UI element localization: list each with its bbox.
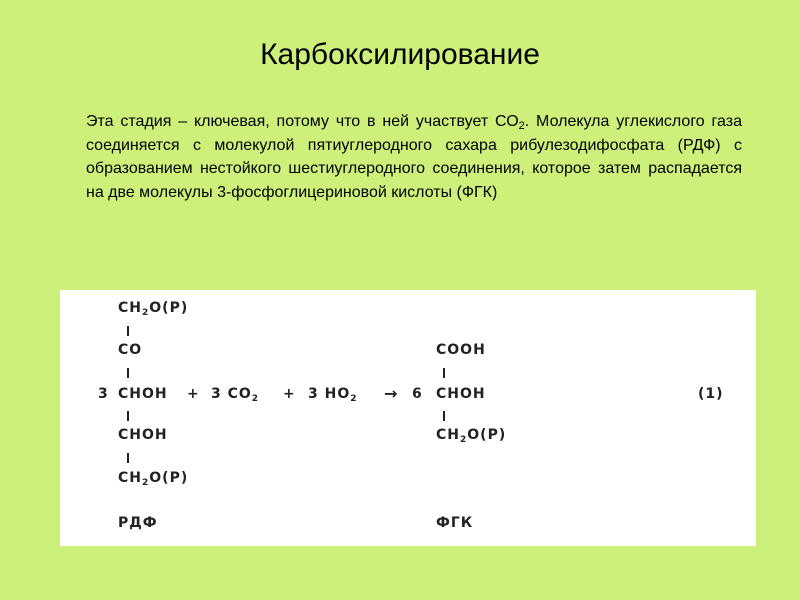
- reaction-scheme: [60, 290, 756, 546]
- paragraph-text-start: Эта стадия – ключевая, потому что в ней участвует СО: [86, 113, 519, 130]
- rdf-row-ch2op-bottom: $CH_2O(P)$: [118, 470, 189, 488]
- rdf-row-choh-center: CHOH: [118, 386, 168, 402]
- paragraph-co2-subscript: 2: [518, 120, 525, 132]
- reaction-coefficient-3: 3: [98, 386, 109, 402]
- plus-sign-1: +: [187, 386, 200, 402]
- fgk-row-cooh: COOH: [436, 342, 486, 358]
- label-fgk: ФГК: [436, 515, 474, 531]
- body-paragraph: [86, 110, 742, 204]
- bond-line: [443, 368, 445, 378]
- bond-line: [127, 411, 129, 421]
- fgk-row-ch2op: $CH_2O(P)$: [436, 427, 507, 445]
- slide-title: Карбоксилирование: [260, 38, 540, 71]
- rdf-row-ch2op-top: $CH_2O(P)$: [118, 300, 189, 318]
- reaction-coefficient-6: 6: [412, 386, 423, 402]
- reaction-arrow: →: [384, 384, 399, 403]
- bond-line: [443, 411, 445, 421]
- bond-line: [127, 453, 129, 463]
- label-rdf: РДФ: [118, 515, 158, 531]
- reactant-ho2: 3 $HO_2$: [308, 386, 358, 404]
- plus-sign-2: +: [283, 386, 296, 402]
- bond-line: [127, 368, 129, 378]
- reactant-co2: 3 $CO_2$: [211, 386, 260, 404]
- paragraph-text-end: . Молекула углекислого газа соединяется с молекулой пятиуглеродного сахара рибулезодифосфата (РДФ) с образованием нестойкого шестиуглеродного соединения, которое затем распадается на две молекулы 3-фосфоглицериновой кислоты (ФГК): [86, 113, 742, 201]
- fgk-row-choh: CHOH: [436, 386, 486, 402]
- rdf-row-choh-lower: CHOH: [118, 427, 168, 443]
- rdf-row-co: CO: [118, 342, 143, 358]
- bond-line: [127, 326, 129, 336]
- equation-number: (1): [698, 386, 724, 402]
